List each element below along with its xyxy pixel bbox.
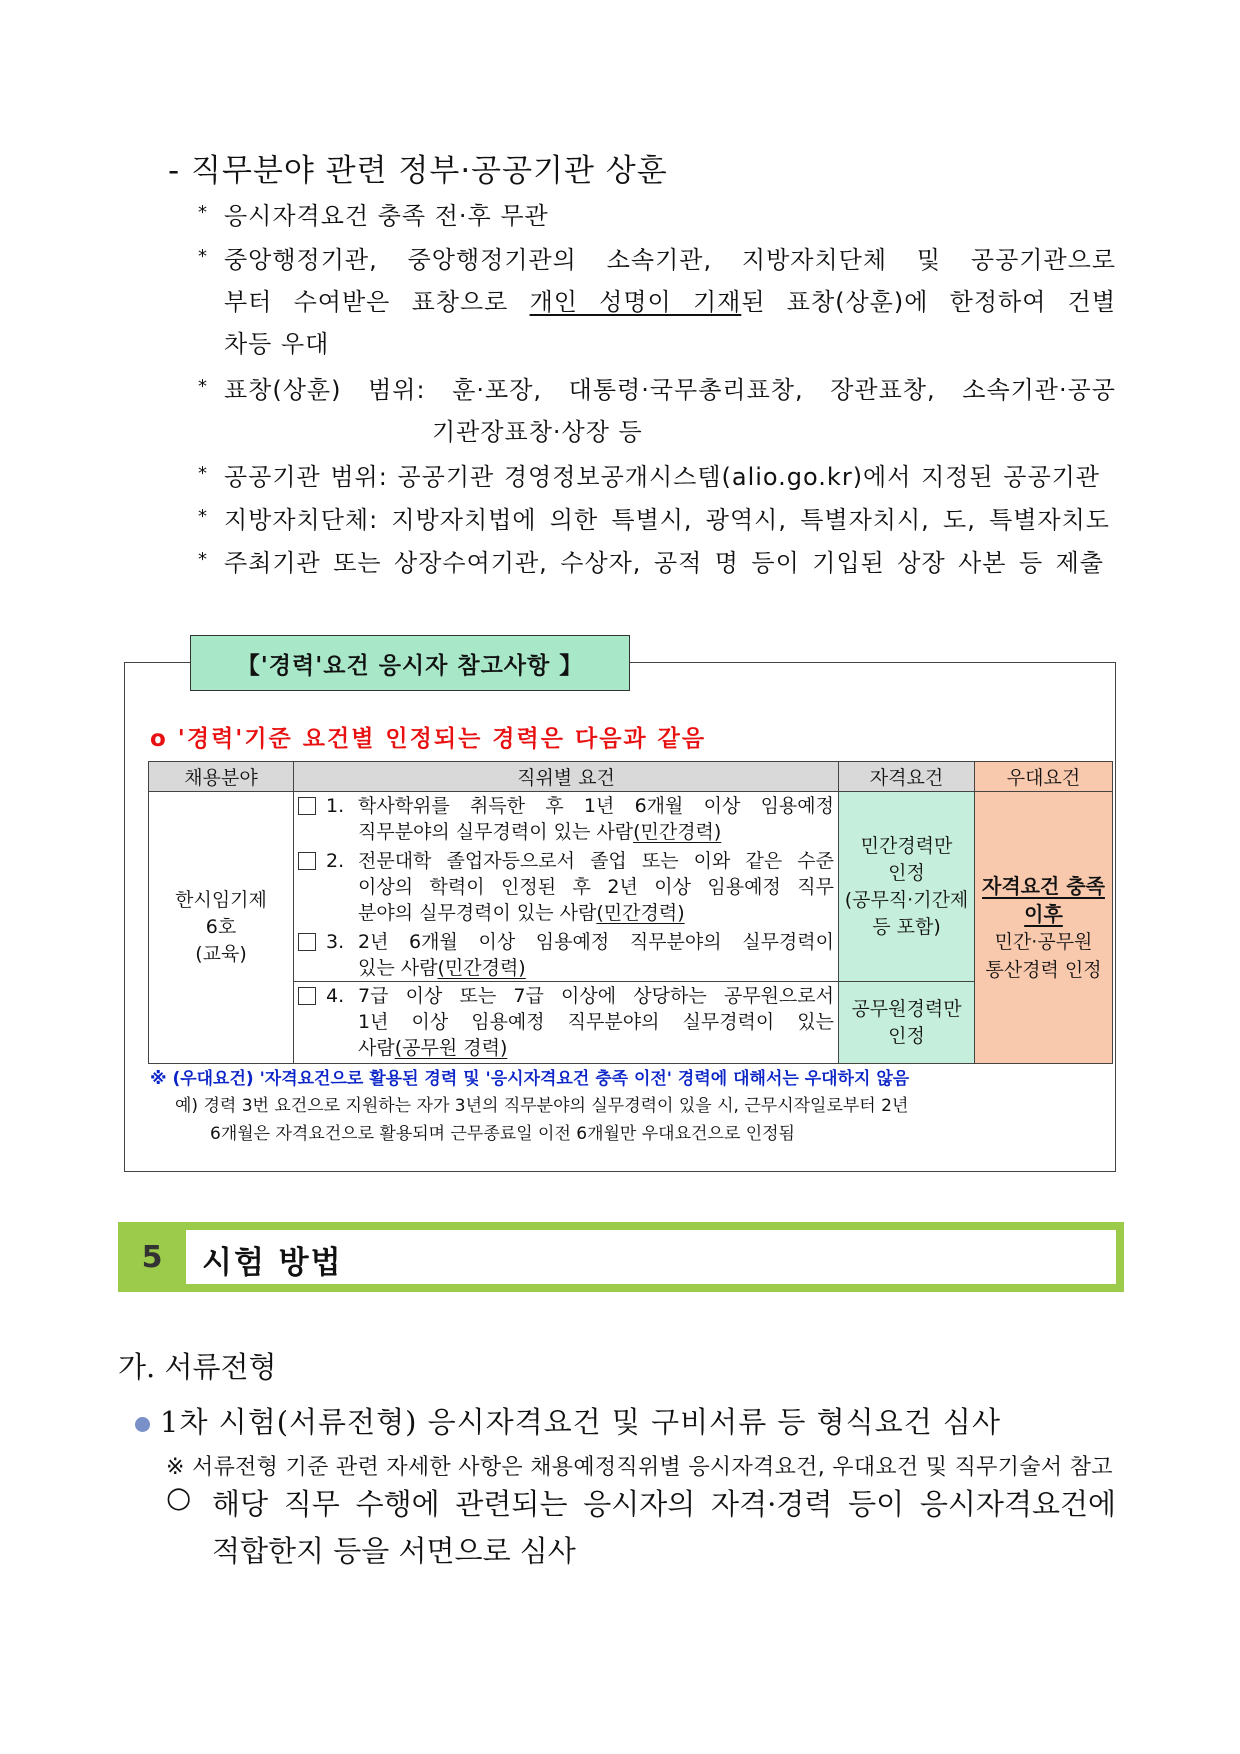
col-header-field: 채용분야	[149, 762, 294, 792]
asterisk-marker: *	[198, 506, 208, 527]
award-note-text: 공공기관 범위: 공공기관 경영정보공개시스템(alio.go.kr)에서 지정된 공공기관	[224, 463, 1100, 491]
list-item: 3. 2년 6개월 이상 임용예정 직무분야의 실무경력이 있는 사람(민간경력)	[294, 929, 838, 981]
award-note-6	[198, 543, 1116, 577]
example-note-line-1: 예) 경력 3번 요건으로 지원하는 자가 3년의 직무분야의 실무경력이 있을 시, 근무시작일로부터 2년	[175, 1096, 909, 1116]
asterisk-marker: *	[198, 376, 208, 397]
award-note-1	[198, 196, 1116, 230]
col-header-qualification: 자격요건	[839, 762, 975, 792]
table-row	[149, 982, 1113, 1064]
field-cell: 한시임기제 6호 (교육)	[149, 792, 294, 1064]
award-note-text: 지방자치단체: 지방자치법에 의한 특별시, 광역시, 특별자치시, 도, 특별자치도	[224, 506, 1110, 534]
checkbox-icon	[298, 797, 316, 815]
table-row	[149, 792, 1113, 982]
asterisk-marker: *	[198, 463, 208, 484]
award-note-3	[198, 370, 1116, 450]
bullet-dot-icon	[135, 1417, 150, 1432]
requirements-cell-public	[294, 982, 839, 1064]
list-item: 1. 학사학위를 취득한 후 1년 6개월 이상 임용예정 직무분야의 실무경력이 있는 사람(민간경력)	[294, 793, 838, 845]
asterisk-marker: *	[198, 202, 208, 223]
col-header-preference: 우대요건	[975, 762, 1113, 792]
list-item: 4. 7급 이상 또는 7급 이상에 상당하는 공무원으로서 1년 이상 임용예정 직무분야의 실무경력이 있는 사람(공무원 경력)	[294, 983, 838, 1061]
requirements-cell-private	[294, 792, 839, 982]
award-note-text: 응시자격요건 충족 전·후 무관	[224, 202, 549, 230]
award-note-line: 부터 수여받은 표창으로 개인 성명이 기재된 표창(상훈)에 한정하여 건별	[224, 288, 1116, 316]
document-screening-note: ※ 서류전형 기준 관련 자세한 사항은 채용예정직위별 응시자격요건, 우대요건 및 직무기술서 참고	[166, 1455, 1113, 1480]
circle-marker: ○	[166, 1480, 193, 1514]
underlined-phrase: 개인 성명이 기재	[529, 288, 742, 316]
screening-description: 해당 직무 수행에 관련되는 응시자의 자격·경력 등이 응시자격요건에 적합한지 등을 서면으로 심사	[212, 1487, 1116, 1568]
preference-cell: 자격요건 충족 이후 민간·공무원 통산경력 인정	[975, 792, 1113, 1064]
qualification-private-cell: 민간경력만 인정 (공무직·기간제 등 포함)	[839, 792, 975, 982]
reference-box-title: 【'경력'요건 응시자 참고사항 】	[190, 635, 630, 691]
award-note-5	[198, 500, 1116, 534]
checkbox-icon	[298, 852, 316, 870]
award-note-line: 차등 우대	[224, 330, 330, 358]
award-note-line: 표창(상훈) 범위: 훈·포장, 대통령·국무총리표창, 장관표창, 소속기관·공공	[224, 376, 1116, 404]
asterisk-marker: *	[198, 246, 208, 267]
award-note-4	[198, 457, 1116, 491]
col-header-requirements: 직위별 요건	[294, 762, 839, 792]
preference-note: ※ (우대요건) '자격요건으로 활용된 경력 및 '응시자격요건 충족 이전' 경력에 대해서는 우대하지 않음	[150, 1069, 910, 1089]
section-number: 5	[141, 1239, 163, 1275]
example-note-line-2: 6개월은 자격요건으로 활용되며 근무종료일 이전 6개월만 우대요건으로 인정됨	[210, 1124, 795, 1144]
sub-heading: 가. 서류전형	[118, 1350, 277, 1384]
career-requirements-table	[148, 761, 1113, 1064]
table-header-row	[149, 762, 1113, 792]
reference-lead: o '경력'기준 요건별 인정되는 경력은 다음과 같음	[150, 726, 707, 752]
qualification-public-cell: 공무원경력만 인정	[839, 982, 975, 1064]
award-note-line: 기관장표창·상장 등	[432, 418, 643, 446]
award-note-text: 주최기관 또는 상장수여기관, 수상자, 공적 명 등이 기입된 상장 사본 등 제출	[224, 549, 1104, 577]
checkbox-icon	[298, 933, 316, 951]
checkbox-icon	[298, 987, 316, 1005]
section-title: 시험 방법	[202, 1245, 343, 1281]
award-note-line: 중앙행정기관, 중앙행정기관의 소속기관, 지방자치단체 및 공공기관으로	[224, 246, 1116, 274]
award-note-2	[198, 240, 1116, 360]
award-heading: - 직무분야 관련 정부·공공기관 상훈	[168, 153, 668, 189]
asterisk-marker: *	[198, 549, 208, 570]
list-item: 2. 전문대학 졸업자등으로서 졸업 또는 이와 같은 수준 이상의 학력이 인정된 후 2년 이상 임용예정 직무 분야의 실무경력이 있는 사람(민간경력)	[294, 848, 838, 926]
document-screening-bullet: 1차 시험(서류전형) 응시자격요건 및 구비서류 등 형식요건 심사	[160, 1405, 1001, 1439]
